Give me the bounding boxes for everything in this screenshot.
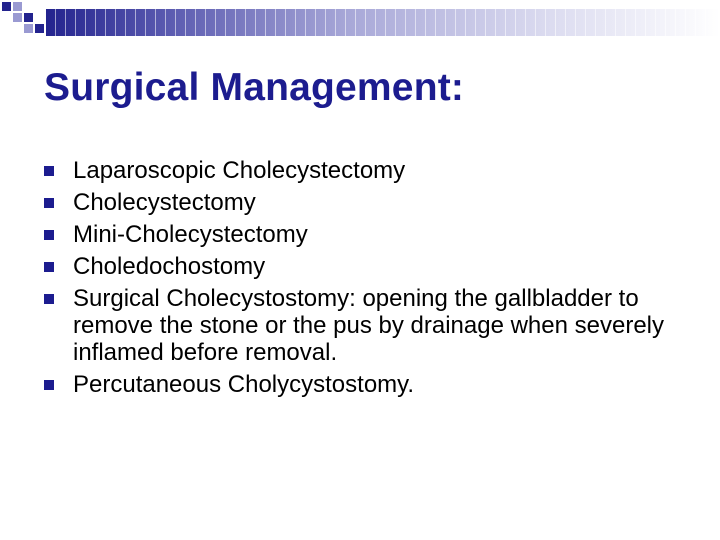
corner-square-decoration	[13, 2, 22, 11]
square-bullet-icon	[44, 166, 54, 176]
list-item	[44, 219, 704, 251]
square-bullet-icon	[44, 380, 54, 390]
corner-square-decoration	[2, 2, 11, 11]
list-item-text: Cholecystectomy	[73, 189, 256, 216]
list-item	[44, 283, 704, 369]
header-gradient-bar	[46, 9, 720, 36]
corner-square-decoration	[24, 13, 33, 22]
corner-square-decoration	[35, 24, 44, 33]
corner-square-decoration	[13, 13, 22, 22]
list-item	[44, 187, 704, 219]
square-bullet-icon	[44, 294, 54, 304]
square-bullet-icon	[44, 230, 54, 240]
square-bullet-icon	[44, 198, 54, 208]
slide-title: Surgical Management:	[44, 66, 465, 109]
list-item-text: Mini-Cholecystectomy	[73, 221, 308, 248]
list-item	[44, 369, 704, 401]
list-item-text: Surgical Cholecystostomy: opening the gallbladder to remove the stone or the pus by drainage when severely inflamed before removal.	[73, 285, 665, 366]
corner-square-decoration	[24, 24, 33, 33]
square-bullet-icon	[44, 262, 54, 272]
list-item-text: Percutaneous Cholycystostomy.	[73, 371, 415, 398]
list-item-text: Choledochostomy	[73, 253, 266, 280]
list-item	[44, 155, 704, 187]
bullet-list	[44, 155, 704, 401]
list-item-text: Laparoscopic Cholecystectomy	[73, 157, 406, 184]
list-item	[44, 251, 704, 283]
header-decoration	[0, 0, 720, 46]
